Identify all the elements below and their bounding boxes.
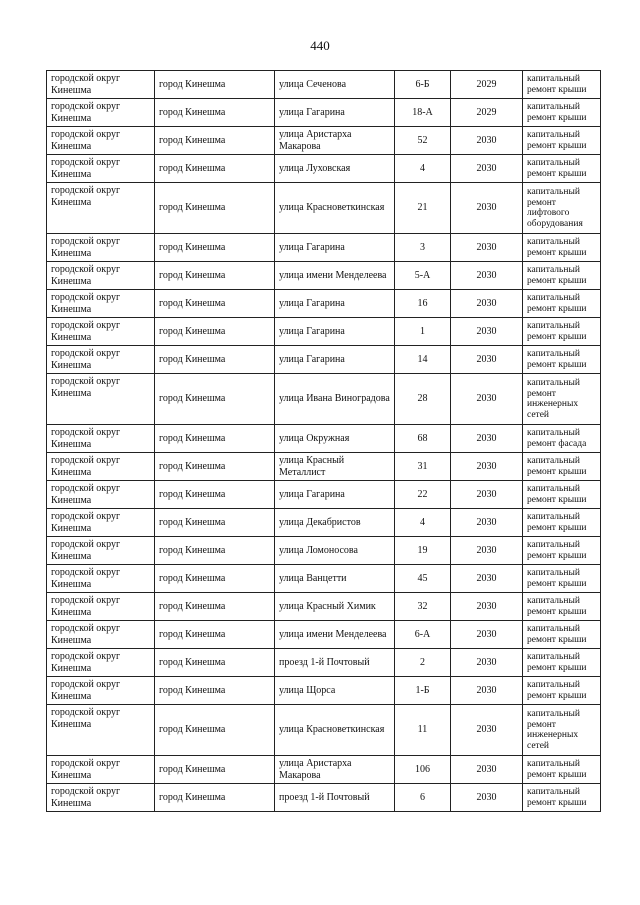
city-cell: город Кинешма [155, 784, 275, 812]
year-cell: 2030 [451, 705, 523, 756]
district-cell: городской округ Кинешма [47, 425, 155, 453]
year-cell: 2030 [451, 290, 523, 318]
street-cell: проезд 1-й Почтовый [275, 649, 395, 677]
table-row [47, 593, 601, 621]
city-cell: город Кинешма [155, 453, 275, 481]
work-type-cell: капитальный ремонт крыши [523, 565, 601, 593]
city-cell: город Кинешма [155, 621, 275, 649]
street-cell: улица Аристарха Макарова [275, 756, 395, 784]
work-type-cell: капитальный ремонт крыши [523, 481, 601, 509]
year-cell: 2030 [451, 784, 523, 812]
street-cell: улица имени Менделеева [275, 262, 395, 290]
year-cell: 2030 [451, 183, 523, 234]
work-type-cell: капитальный ремонт крыши [523, 649, 601, 677]
district-cell: городской округ Кинешма [47, 509, 155, 537]
city-cell: город Кинешма [155, 481, 275, 509]
house-number-cell: 52 [395, 127, 451, 155]
year-cell: 2030 [451, 481, 523, 509]
table-row [47, 784, 601, 812]
year-cell: 2030 [451, 262, 523, 290]
city-cell: город Кинешма [155, 155, 275, 183]
year-cell: 2030 [451, 621, 523, 649]
street-cell: улица Щорса [275, 677, 395, 705]
work-type-cell: капитальный ремонт крыши [523, 621, 601, 649]
house-number-cell: 1 [395, 318, 451, 346]
street-cell: улица Окружная [275, 425, 395, 453]
district-cell: городской округ Кинешма [47, 99, 155, 127]
work-type-cell: капитальный ремонт крыши [523, 346, 601, 374]
work-type-cell: капитальный ремонт инженерных сетей [523, 705, 601, 756]
district-cell: городской округ Кинешма [47, 127, 155, 155]
year-cell: 2030 [451, 127, 523, 155]
house-number-cell: 6 [395, 784, 451, 812]
district-cell: городской округ Кинешма [47, 677, 155, 705]
year-cell: 2030 [451, 374, 523, 425]
city-cell: город Кинешма [155, 705, 275, 756]
street-cell: улица Луховская [275, 155, 395, 183]
house-number-cell: 18-А [395, 99, 451, 127]
year-cell: 2030 [451, 565, 523, 593]
street-cell: улица Ванцетти [275, 565, 395, 593]
table-row [47, 290, 601, 318]
work-type-cell: капитальный ремонт крыши [523, 537, 601, 565]
table-row [47, 649, 601, 677]
year-cell: 2030 [451, 593, 523, 621]
district-cell: городской округ Кинешма [47, 71, 155, 99]
street-cell: улица Гагарина [275, 481, 395, 509]
house-number-cell: 68 [395, 425, 451, 453]
house-number-cell: 22 [395, 481, 451, 509]
registry-table-body [47, 71, 601, 812]
city-cell: город Кинешма [155, 71, 275, 99]
table-row [47, 481, 601, 509]
year-cell: 2030 [451, 649, 523, 677]
city-cell: город Кинешма [155, 183, 275, 234]
city-cell: город Кинешма [155, 234, 275, 262]
table-row [47, 756, 601, 784]
street-cell: улица Гагарина [275, 318, 395, 346]
city-cell: город Кинешма [155, 756, 275, 784]
page-number: 440 [310, 38, 330, 53]
street-cell: улица Красный Металлист [275, 453, 395, 481]
work-type-cell: капитальный ремонт крыши [523, 155, 601, 183]
district-cell: городской округ Кинешма [47, 784, 155, 812]
table-row [47, 621, 601, 649]
city-cell: город Кинешма [155, 262, 275, 290]
year-cell: 2029 [451, 99, 523, 127]
table-row [47, 509, 601, 537]
street-cell: улица Гагарина [275, 234, 395, 262]
table-row [47, 374, 601, 425]
table-row [47, 71, 601, 99]
city-cell: город Кинешма [155, 99, 275, 127]
district-cell: городской округ Кинешма [47, 155, 155, 183]
house-number-cell: 16 [395, 290, 451, 318]
work-type-cell: капитальный ремонт крыши [523, 756, 601, 784]
street-cell: улица Ивана Виноградова [275, 374, 395, 425]
work-type-cell: капитальный ремонт крыши [523, 262, 601, 290]
work-type-cell: капитальный ремонт крыши [523, 71, 601, 99]
city-cell: город Кинешма [155, 374, 275, 425]
city-cell: город Кинешма [155, 318, 275, 346]
table-row [47, 99, 601, 127]
district-cell: городской округ Кинешма [47, 593, 155, 621]
street-cell: улица Аристарха Макарова [275, 127, 395, 155]
street-cell: улица имени Менделеева [275, 621, 395, 649]
registry-table [46, 70, 601, 812]
table-row [47, 425, 601, 453]
district-cell: городской округ Кинешма [47, 346, 155, 374]
city-cell: город Кинешма [155, 509, 275, 537]
year-cell: 2030 [451, 509, 523, 537]
work-type-cell: капитальный ремонт лифтового оборудования [523, 183, 601, 234]
table-row [47, 565, 601, 593]
house-number-cell: 32 [395, 593, 451, 621]
house-number-cell: 6-А [395, 621, 451, 649]
house-number-cell: 5-А [395, 262, 451, 290]
year-cell: 2030 [451, 155, 523, 183]
street-cell: улица Гагарина [275, 290, 395, 318]
city-cell: город Кинешма [155, 346, 275, 374]
table-row [47, 318, 601, 346]
district-cell: городской округ Кинешма [47, 537, 155, 565]
table-row [47, 677, 601, 705]
year-cell: 2030 [451, 425, 523, 453]
house-number-cell: 31 [395, 453, 451, 481]
work-type-cell: капитальный ремонт крыши [523, 677, 601, 705]
year-cell: 2030 [451, 756, 523, 784]
work-type-cell: капитальный ремонт крыши [523, 99, 601, 127]
year-cell: 2030 [451, 318, 523, 346]
city-cell: город Кинешма [155, 425, 275, 453]
year-cell: 2030 [451, 234, 523, 262]
work-type-cell: капитальный ремонт крыши [523, 593, 601, 621]
house-number-cell: 19 [395, 537, 451, 565]
district-cell: городской округ Кинешма [47, 234, 155, 262]
city-cell: город Кинешма [155, 127, 275, 155]
work-type-cell: капитальный ремонт крыши [523, 453, 601, 481]
district-cell: городской округ Кинешма [47, 621, 155, 649]
house-number-cell: 3 [395, 234, 451, 262]
house-number-cell: 6-Б [395, 71, 451, 99]
district-cell: городской округ Кинешма [47, 262, 155, 290]
year-cell: 2030 [451, 453, 523, 481]
year-cell: 2030 [451, 677, 523, 705]
table-row [47, 262, 601, 290]
work-type-cell: капитальный ремонт крыши [523, 127, 601, 155]
street-cell: проезд 1-й Почтовый [275, 784, 395, 812]
year-cell: 2030 [451, 346, 523, 374]
house-number-cell: 21 [395, 183, 451, 234]
street-cell: улица Красный Химик [275, 593, 395, 621]
house-number-cell: 45 [395, 565, 451, 593]
district-cell: городской округ Кинешма [47, 453, 155, 481]
table-row [47, 346, 601, 374]
district-cell: городской округ Кинешма [47, 705, 155, 756]
district-cell: городской округ Кинешма [47, 374, 155, 425]
work-type-cell: капитальный ремонт крыши [523, 509, 601, 537]
city-cell: город Кинешма [155, 677, 275, 705]
table-row [47, 453, 601, 481]
city-cell: город Кинешма [155, 537, 275, 565]
table-row [47, 155, 601, 183]
district-cell: городской округ Кинешма [47, 649, 155, 677]
district-cell: городской округ Кинешма [47, 290, 155, 318]
work-type-cell: капитальный ремонт фасада [523, 425, 601, 453]
house-number-cell: 4 [395, 155, 451, 183]
city-cell: город Кинешма [155, 565, 275, 593]
district-cell: городской округ Кинешма [47, 318, 155, 346]
house-number-cell: 11 [395, 705, 451, 756]
house-number-cell: 14 [395, 346, 451, 374]
street-cell: улица Сеченова [275, 71, 395, 99]
work-type-cell: капитальный ремонт крыши [523, 784, 601, 812]
district-cell: городской округ Кинешма [47, 756, 155, 784]
table-row [47, 183, 601, 234]
table-row [47, 234, 601, 262]
street-cell: улица Гагарина [275, 346, 395, 374]
house-number-cell: 4 [395, 509, 451, 537]
work-type-cell: капитальный ремонт инженерных сетей [523, 374, 601, 425]
house-number-cell: 106 [395, 756, 451, 784]
district-cell: городской округ Кинешма [47, 565, 155, 593]
table-row [47, 127, 601, 155]
house-number-cell: 2 [395, 649, 451, 677]
year-cell: 2030 [451, 537, 523, 565]
street-cell: улица Декабристов [275, 509, 395, 537]
work-type-cell: капитальный ремонт крыши [523, 234, 601, 262]
street-cell: улица Ломоносова [275, 537, 395, 565]
district-cell: городской округ Кинешма [47, 183, 155, 234]
city-cell: город Кинешма [155, 593, 275, 621]
city-cell: город Кинешма [155, 290, 275, 318]
house-number-cell: 1-Б [395, 677, 451, 705]
street-cell: улица Гагарина [275, 99, 395, 127]
table-row [47, 537, 601, 565]
district-cell: городской округ Кинешма [47, 481, 155, 509]
table-row [47, 705, 601, 756]
work-type-cell: капитальный ремонт крыши [523, 290, 601, 318]
house-number-cell: 28 [395, 374, 451, 425]
city-cell: город Кинешма [155, 649, 275, 677]
work-type-cell: капитальный ремонт крыши [523, 318, 601, 346]
year-cell: 2029 [451, 71, 523, 99]
street-cell: улица Красноветкинская [275, 705, 395, 756]
street-cell: улица Красноветкинская [275, 183, 395, 234]
